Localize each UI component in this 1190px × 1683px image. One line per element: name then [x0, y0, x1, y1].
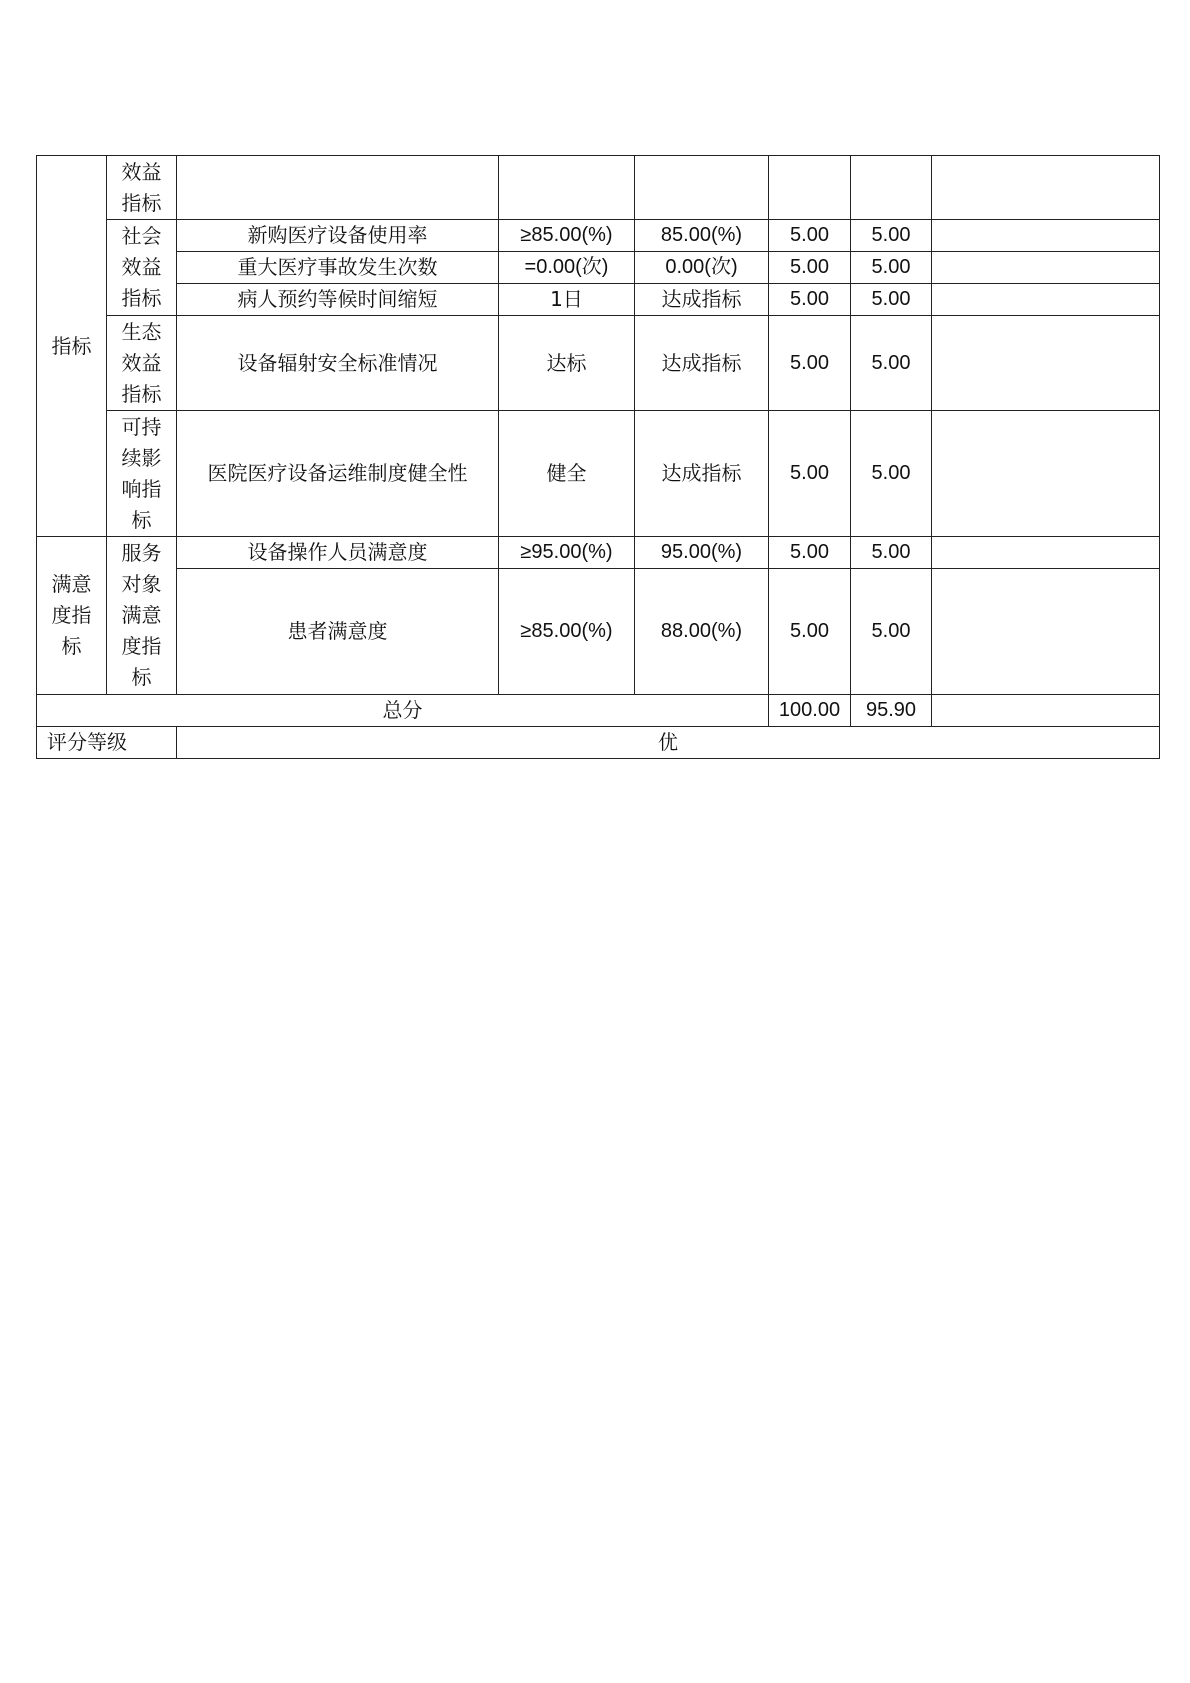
- actual-value: 0.00(次): [635, 252, 769, 284]
- note-cell: [932, 537, 1160, 569]
- indicator-name: 医院医疗设备运维制度健全性: [177, 411, 499, 537]
- score-value: 5.00: [851, 252, 932, 284]
- table-row: [37, 156, 1160, 220]
- target-value: =0.00(次): [499, 252, 635, 284]
- weight-value: 5.00: [769, 569, 851, 695]
- note-cell: [932, 156, 1160, 220]
- target-value: 达标: [499, 316, 635, 411]
- actual-value: 达成指标: [635, 284, 769, 316]
- weight-value: 5.00: [769, 537, 851, 569]
- cat2-cell: 社会效益指标: [107, 220, 177, 316]
- indicator-name: 病人预约等候时间缩短: [177, 284, 499, 316]
- table-row: [37, 569, 1160, 695]
- table-row: [37, 252, 1160, 284]
- note-cell: [932, 411, 1160, 537]
- score-value: 5.00: [851, 220, 932, 252]
- table-row: [37, 537, 1160, 569]
- weight-value: 5.00: [769, 284, 851, 316]
- actual-value: 达成指标: [635, 411, 769, 537]
- score-value: [851, 156, 932, 220]
- note-cell: [932, 569, 1160, 695]
- indicator-name: [177, 156, 499, 220]
- total-row: [37, 695, 1160, 727]
- target-value: [499, 156, 635, 220]
- performance-evaluation-table: [36, 155, 1160, 759]
- note-cell: [932, 284, 1160, 316]
- actual-value: 达成指标: [635, 316, 769, 411]
- total-label: 总分: [37, 695, 769, 727]
- actual-value: 85.00(%): [635, 220, 769, 252]
- actual-value: [635, 156, 769, 220]
- actual-value: 95.00(%): [635, 537, 769, 569]
- score-value: 5.00: [851, 537, 932, 569]
- table-row: [37, 284, 1160, 316]
- weight-value: 5.00: [769, 220, 851, 252]
- indicator-name: 患者满意度: [177, 569, 499, 695]
- note-cell: [932, 220, 1160, 252]
- total-weight: 100.00: [769, 695, 851, 727]
- indicator-name: 设备操作人员满意度: [177, 537, 499, 569]
- weight-value: 5.00: [769, 316, 851, 411]
- target-value: ≥85.00(%): [499, 220, 635, 252]
- weight-value: [769, 156, 851, 220]
- total-score: 95.90: [851, 695, 932, 727]
- grade-value: 优: [177, 727, 1160, 759]
- weight-value: 5.00: [769, 411, 851, 537]
- actual-value: 88.00(%): [635, 569, 769, 695]
- cat2-cell: 效益指标: [107, 156, 177, 220]
- grade-row: [37, 727, 1160, 759]
- table-row: [37, 411, 1160, 537]
- cat2-cell: 服务对象满意度指标: [107, 537, 177, 695]
- indicator-name: 重大医疗事故发生次数: [177, 252, 499, 284]
- weight-value: 5.00: [769, 252, 851, 284]
- note-cell: [932, 252, 1160, 284]
- target-value: ≥95.00(%): [499, 537, 635, 569]
- cat2-cell: 生态效益指标: [107, 316, 177, 411]
- target-value: 1日: [499, 284, 635, 316]
- table-row: [37, 220, 1160, 252]
- score-value: 5.00: [851, 316, 932, 411]
- table-row: [37, 316, 1160, 411]
- grade-label: 评分等级: [37, 727, 177, 759]
- total-note: [932, 695, 1160, 727]
- score-value: 5.00: [851, 569, 932, 695]
- note-cell: [932, 316, 1160, 411]
- score-value: 5.00: [851, 411, 932, 537]
- target-value: ≥85.00(%): [499, 569, 635, 695]
- cat1-indicator-cell: 指标: [37, 156, 107, 537]
- cat2-cell: 可持续影响指标: [107, 411, 177, 537]
- score-value: 5.00: [851, 284, 932, 316]
- target-value: 健全: [499, 411, 635, 537]
- cat1-satisfaction-cell: 满意度指标: [37, 537, 107, 695]
- indicator-name: 设备辐射安全标准情况: [177, 316, 499, 411]
- indicator-name: 新购医疗设备使用率: [177, 220, 499, 252]
